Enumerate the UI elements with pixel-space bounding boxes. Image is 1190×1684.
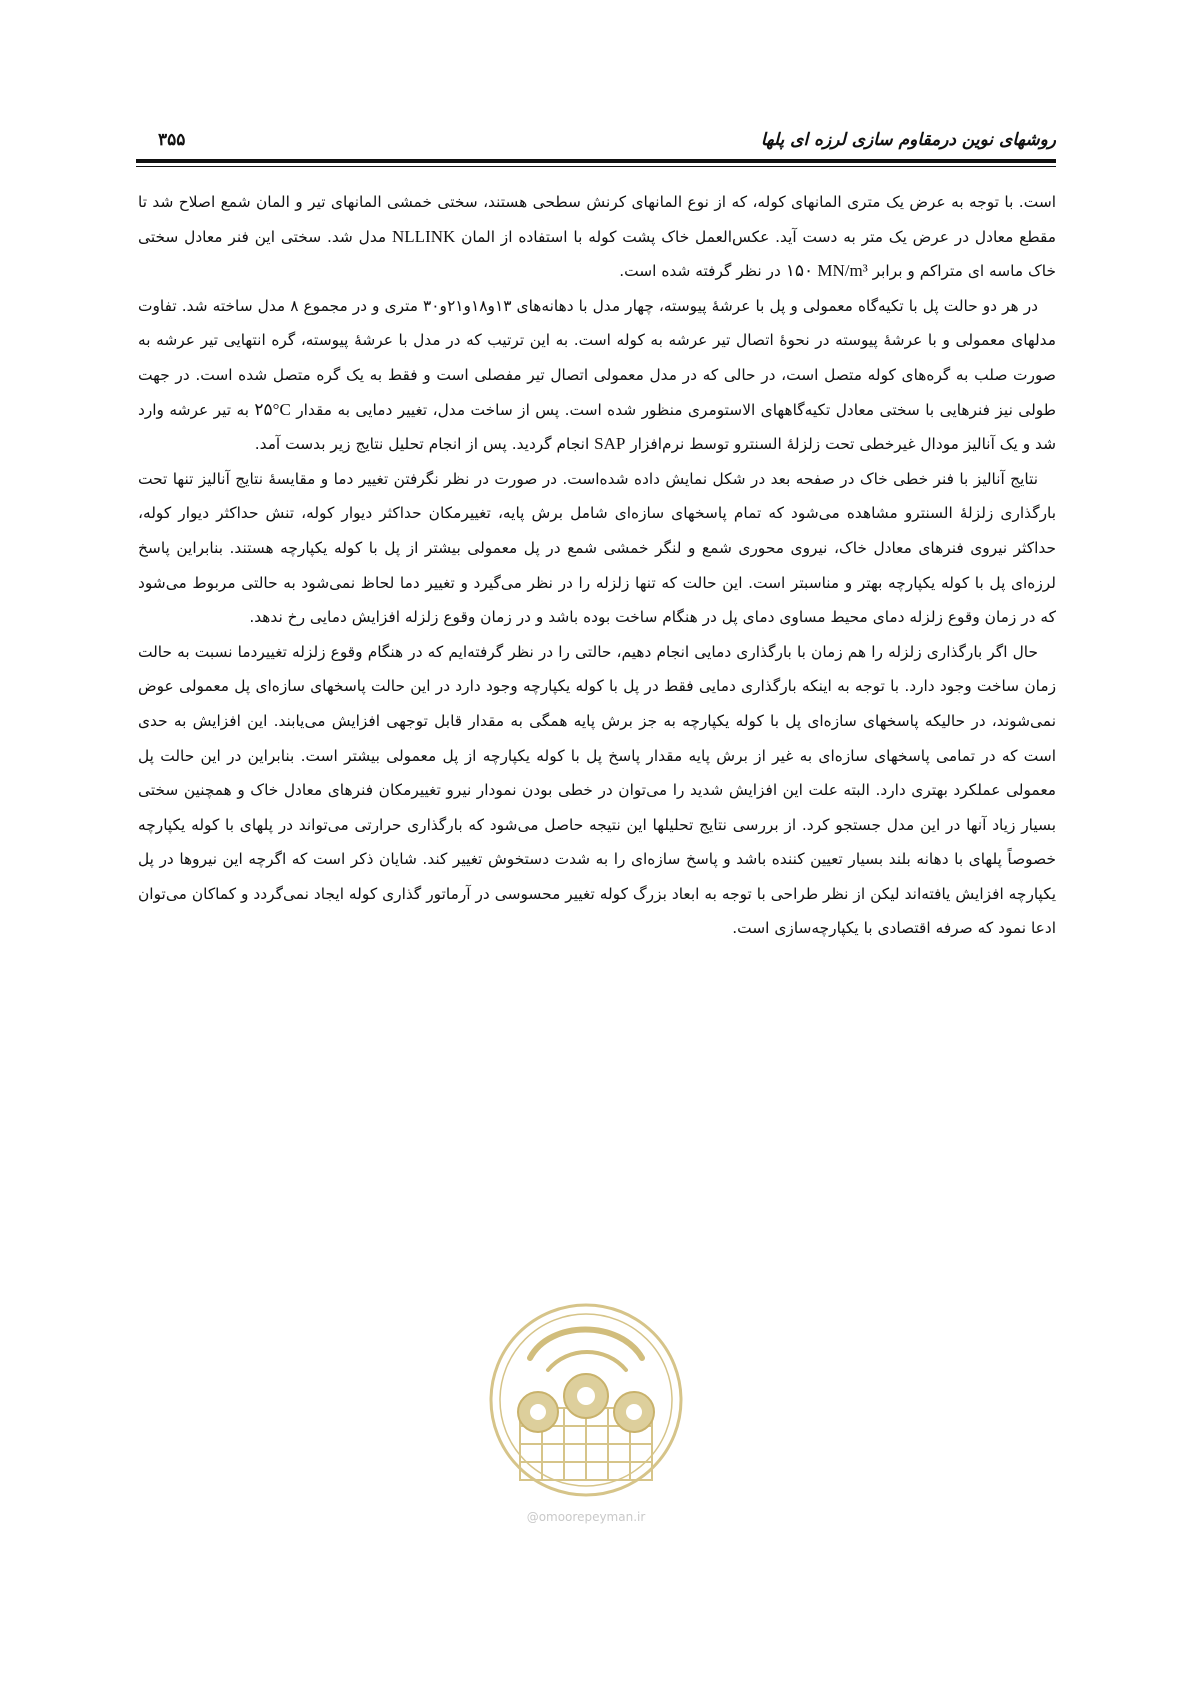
latin-term: SAP: [594, 434, 626, 454]
paragraph-text: مدل شد. سختی این فنر معادل سختی خاک ماسه ای متراکم و برابر: [138, 227, 1056, 281]
page-number: ۳۵۵: [158, 130, 186, 150]
paragraph-1: [138, 185, 1056, 289]
watermark-url: @omoorepeyman.ir: [526, 1510, 646, 1524]
paragraph-2: [138, 289, 1056, 462]
paragraph-4: حال اگر بارگذاری زلزله را هم زمان با بارگذاری دمایی انجام دهیم، حالتی را در نظر گرفته‌ایم که در هنگام وقوع زلزله تغییردما نسبت به حالت زمان ساخت وجود دارد. با توجه به اینکه بارگذاری دمایی فقط در پل با کوله یکپارچه وجود دارد در این حالت پاسخهای سازه‌ای پل معمولی عوض نمی‌شوند، در حالیکه پاسخهای سازه‌ای پل با کوله یکپارچه به جز برش پایه همگی به مقدار قابل توجهی افزایش می‌یابند. این افزایش به حدی است که در تمامی پاسخهای سازه‌ای به غیر از برش پایه مقدار پاسخ پل با کوله یکپارچه از پل معمولی بیشتر است. بنابراین در این حالت پل معمولی عملکرد بهتری دارد. البته علت این افزایش شدید را می‌توان در خطی بودن نمودار نیرو تغییرمکان فنرهای معادل خاک و همچنین سختی بسیار زیاد آنها در این مدل جستجو کرد. از بررسی نتایج تحلیلها این نتیجه حاصل می‌شود که بارگذاری حرارتی می‌تواند در پلهای با کوله یکپارچه خصوصاً پلهای با دهانه بلند بسیار تعیین کننده باشد و پاسخ سازه‌ای را به شدت دستخوش تغییر کند. شایان ذکر است که اگرچه این نیروها در پل یکپارچه افزایش یافته‌اند لیکن از نظر طراحی با توجه به ابعاد بزرگ کوله تغییر محسوسی در آرماتور گذاری کوله ایجاد نمی‌گردد و کماکان می‌توان ادعا نمود که صرفه اقتصادی با یکپارچه‌سازی است.: [138, 642, 1056, 938]
paragraph-text: است. با توجه به عرض یک متری المانهای کوله، که از نوع المانهای کرنش سطحی هستند، سختی خمشی المانهای تیر و المان شمع اصلاح شد تا مقطع معادل در عرض یک متر به دست آید. عکس‌العمل خاک پشت کوله با استفاده از المان: [138, 193, 1057, 246]
paragraph-text: در هر دو حالت پل با تکیه‌گاه معمولی و پل با عرشهٔ پیوسته، چهار مدل با دهانه‌های ۱۳و۱۸و۲۱و۳۰ متری و در مجموع ۸ مدل ساخته شد. تفاوت مدلهای معمولی و با عرشهٔ پیوسته در نحوهٔ اتصال تیر عرشه به کوله است. به این ترتیب که در مدل با عرشهٔ پیوسته، گره انتهایی تیر عرشه به صورت صلب به گره‌های کوله متصل است، در حالی که در مدل معمولی اتصال تیر مفصلی است و فقط به یک گره متصل شده است. در جهت طولی نیز فنرهایی با سختی معادل تکیه‌گاههای الاستومری منظور شده است. پس از ساخت مدل، تغییر دمایی به مقدار: [138, 296, 1056, 419]
watermark-logo: [470, 1300, 702, 1550]
latin-term: NLLINK: [392, 226, 456, 246]
page-header: [136, 116, 1056, 156]
running-title: روشهای نوین درمقاوم سازی لرزه ای پلها: [760, 130, 1056, 150]
paragraph-text: انجام گردید. پس از انجام تحلیل نتایج زیر بدست آمد.: [254, 435, 595, 454]
header-rule-thin: [136, 166, 1056, 167]
body-text: [138, 185, 1056, 946]
paragraph-text: در نظر گرفته شده است.: [619, 262, 786, 281]
paragraph-3: نتایج آنالیز با فنر خطی خاک در صفحه بعد در شکل نمایش داده شده‌است. در صورت در نظر نگرفتن تغییر دما و مقایسهٔ نتایج آنالیز تنها تحت بارگذاری زلزلهٔ السنترو مشاهده می‌شود که تمام پاسخهای سازه‌ای شامل برش پایه، تغییرمکان حداکثر دیوار کوله، تنش حداکثر دیوار کوله، حداکثر نیروی فنرهای معادل خاک، نیروی محوری شمع و لنگر خمشی شمع در پل معمولی بیشتر از پل با کوله یکپارچه هستند. بنابراین پاسخ لرزه‌ای پل با کوله یکپارچه بهتر و مناسبتر است. این حالت که تنها زلزله را در نظر می‌گیرد و تغییر دما لحاظ نمی‌شود به حالتی مربوط می‌شود که در زمان وقوع زلزله دمای محیط مساوی دمای پل در هنگام ساخت بوده باشد و در زمان وقوع زلزله افزایش دمایی رخ ندهد.: [138, 469, 1056, 627]
paragraph-text: به تیر عرشه وارد شد و یک آنالیز مودال غیرخطی تحت زلزلهٔ السنترو توسط نرم‌افزار: [138, 400, 1056, 454]
unit-value: ۲۵°C: [254, 399, 291, 419]
header-rule-thick: [136, 159, 1056, 163]
watermark-emblem-icon: [470, 1300, 702, 1505]
unit-value: ۱۵۰ MN/m³: [785, 261, 868, 281]
